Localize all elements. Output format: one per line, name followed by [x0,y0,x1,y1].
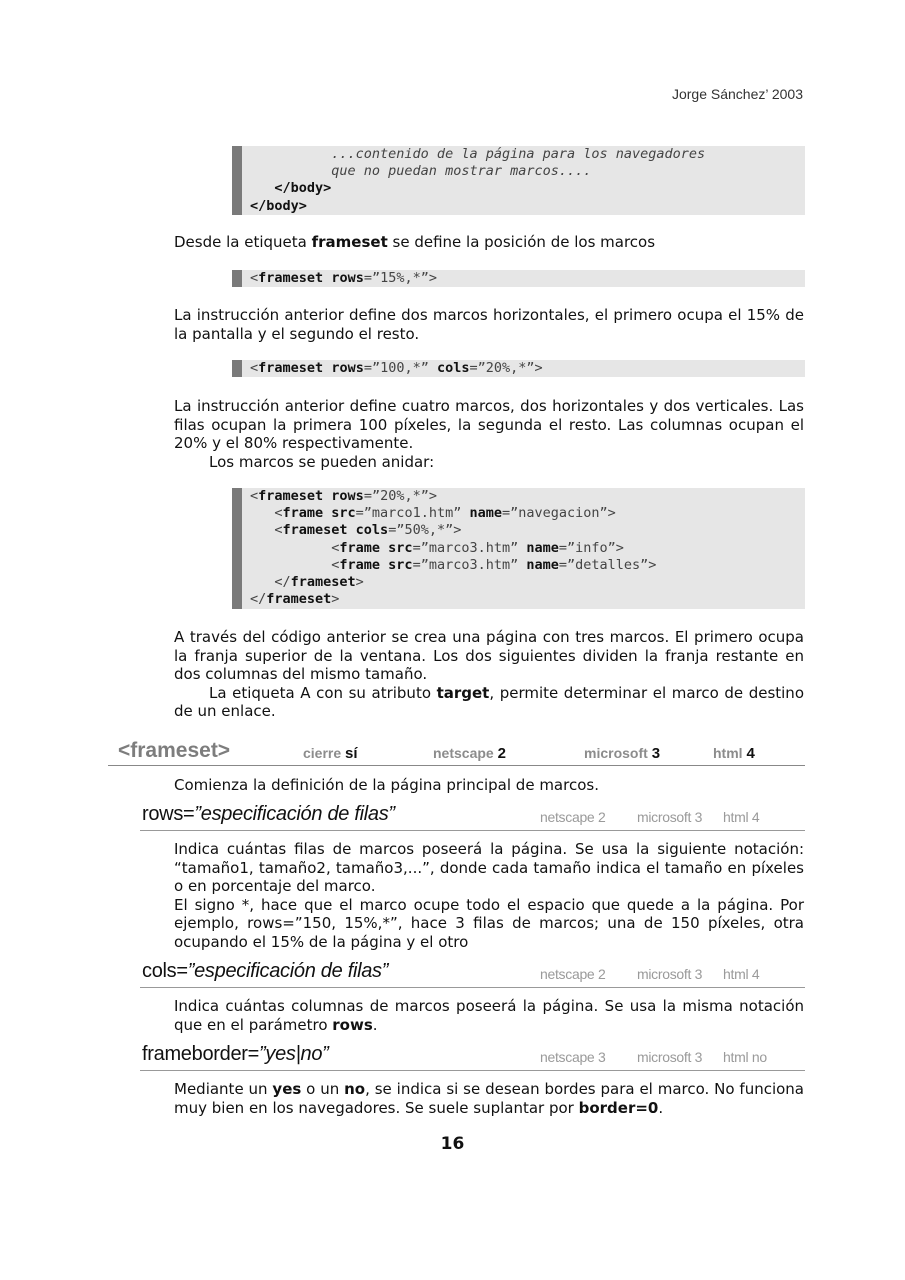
code-line: <frameset cols=”50%,*”> [250,522,462,539]
attribute-name: cols=”especificación de filas” [142,960,389,982]
code-line: <frame src=”marco3.htm” name=”detalles”> [250,556,657,573]
microsoft-compat: microsoft 3 [584,745,661,762]
paragraph-three-frames: A través del código anterior se crea una página con tres marcos. El primero ocupa la franja superior de la ventana. Los dos siguientes dividen la franja restante en dos columnas del mismo tamaño. La etiqueta A con su atributo target, permite determinar el marco de destino de un enlace. [174,628,804,720]
paragraph-frameset-intro: Desde la etiqueta frameset se define la posición de los marcos [174,233,656,251]
code-line: <frame src=”marco1.htm” name=”navegacion”> [250,505,616,522]
code-line: <frameset rows=”15%,*”> [250,270,437,286]
microsoft-compat: microsoft 3 [637,966,703,982]
code-block-body-end [232,146,805,215]
microsoft-compat: microsoft 3 [637,1049,703,1065]
paragraph-two-frames: La instrucción anterior define dos marcos horizontales, el primero ocupa el 15% de la pantalla y el segundo el resto. [174,306,804,343]
tag-name: <frameset> [118,739,231,762]
code-line: <frameset rows=”20%,*”> [250,488,437,504]
attribute-heading-cols [140,959,805,988]
html-compat: html 4 [723,809,760,825]
code-line: <frame src=”marco3.htm” name=”info”> [250,539,624,556]
html-compat: html 4 [723,966,760,982]
code-block-rows [232,270,805,287]
attribute-description-rows: Indica cuántas filas de marcos poseerá la página. Se usa la siguiente notación: “tamaño1, tamaño2, tamaño3,...”, donde cada tamaño indica el tamaño en píxeles o en porcentaje del marco. El signo *, hace que el marco ocupe todo el espacio que quede a la página. Por ejemplo, rows=”150, 15%,*”, hace 3 filas de marcos; una de 150 píxeles, otra ocupando el 15% de la página y el otro [174,840,804,951]
netscape-compat: netscape 2 [540,966,606,982]
attribute-description-cols: Indica cuántas columnas de marcos poseerá la página. Se usa la misma notación que en el parámetro rows. [174,997,804,1034]
netscape-compat: netscape 2 [540,809,606,825]
attribute-heading-frameborder [140,1042,805,1071]
attribute-name: rows=”especificación de filas” [142,803,395,825]
page-header-author: Jorge Sánchez’ 2003 [671,86,803,102]
code-block-rows-cols [232,360,805,377]
code-line: </body> [250,180,332,197]
microsoft-compat: microsoft 3 [637,809,703,825]
cierre-compat: cierre sí [303,745,358,762]
tag-description: Comienza la definición de la página principal de marcos. [174,776,599,794]
tag-reference-frameset [108,738,805,766]
attribute-heading-rows [140,802,805,831]
html-compat: html 4 [713,745,755,762]
paragraph-four-frames: La instrucción anterior define cuatro marcos, dos horizontales y dos verticales. Las filas ocupan la primera 100 píxeles, la segunda el resto. Las columnas ocupan el 20% y el 80% respectivamente. Los marcos se pueden anidar: [174,397,804,471]
code-line: </frameset> [250,591,340,608]
netscape-compat: netscape 2 [433,745,506,762]
code-line: </frameset> [250,574,364,591]
code-line: <frameset rows=”100,*” cols=”20%,*”> [250,360,543,376]
html-compat: html no [723,1049,767,1065]
attribute-description-frameborder: Mediante un yes o un no, se indica si se desean bordes para el marco. No funciona muy bien en los navegadores. Se suele suplantar por border=0. [174,1080,804,1117]
attribute-name: frameborder=”yes|no” [142,1043,329,1065]
code-line: </body> [250,197,307,214]
code-block-nested [232,488,805,609]
netscape-compat: netscape 3 [540,1049,606,1065]
code-line: que no puedan mostrar marcos.... [250,163,592,180]
page-number: 16 [440,1134,465,1154]
code-line: ...contenido de la página para los navegadores [250,146,706,162]
